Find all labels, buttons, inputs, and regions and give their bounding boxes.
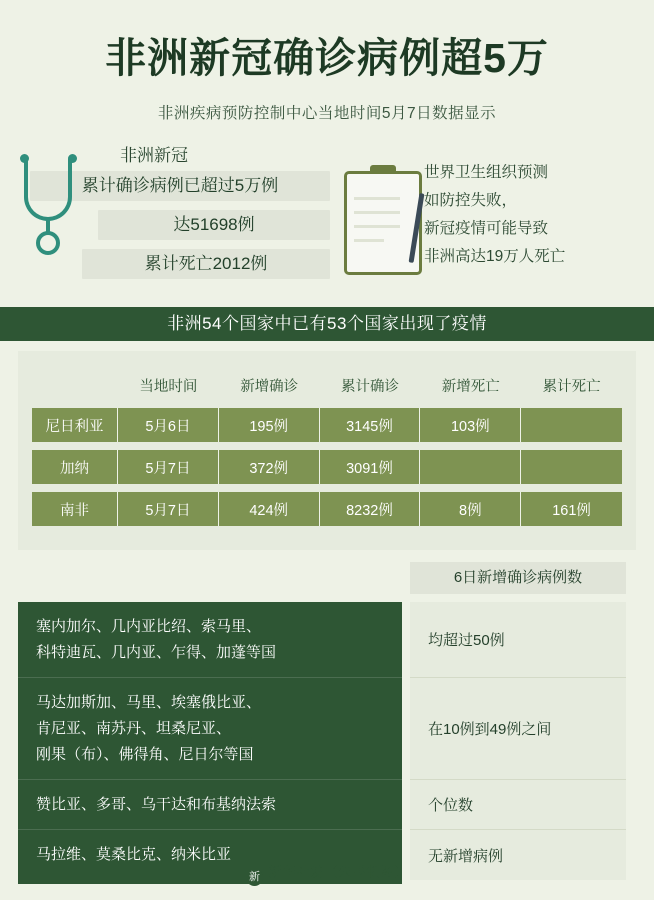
page-title: 非洲新冠确诊病例超5万 [105, 35, 549, 81]
cell-total-cases: 3091例 [320, 450, 421, 484]
group-3-line-1: 赞比亚、多哥、乌干达和布基纳法索 [36, 796, 277, 814]
table-header-local-date: 当地时间 [139, 379, 198, 396]
country-table [32, 367, 622, 534]
country-groups-column [18, 562, 402, 884]
clipboard-icon [318, 163, 438, 283]
group-1-value: 均超过50例 [410, 602, 626, 678]
cell-country: 尼日利亚 [32, 408, 118, 442]
cell-new-deaths: 103例 [420, 408, 521, 442]
table-row [32, 450, 622, 484]
cell-total-deaths [521, 450, 622, 484]
stat-bar-death-count: 累计死亡2012例 [82, 249, 330, 279]
group-2-line-2: 肯尼亚、南苏丹、坦桑尼亚、 [36, 720, 232, 738]
cell-new-cases: 372例 [219, 450, 320, 484]
new-cases-header: 6日新增确诊病例数 [410, 562, 626, 594]
cell-new-deaths [420, 450, 521, 484]
who-line-4: 非洲高达19万人死亡 [424, 248, 566, 266]
group-1-line-2: 科特迪瓦、几内亚、乍得、加蓬等国 [36, 644, 277, 662]
group-3-value: 个位数 [410, 780, 626, 830]
table-header-total-deaths: 累计死亡 [542, 379, 601, 396]
who-line-3: 新冠疫情可能导致 [424, 220, 549, 238]
table-header-new-deaths: 新增死亡 [441, 379, 500, 396]
country-count-banner: 非洲54个国家中已有53个国家出现了疫情 [0, 307, 654, 341]
cell-total-cases: 8232例 [320, 492, 421, 526]
who-forecast-note [424, 159, 634, 271]
cell-local-date: 5月7日 [118, 450, 219, 484]
page-subtitle: 非洲疾病预防控制中心当地时间5月7日数据显示 [157, 105, 497, 123]
table-row [32, 408, 622, 442]
table-header-new-cases: 新增确诊 [240, 379, 299, 396]
footer-text: 新华社发（朱禹制图） [268, 864, 408, 880]
new-cases-column [410, 562, 626, 884]
table-header-row [32, 375, 622, 400]
country-group-1 [18, 602, 402, 678]
group-2-value: 在10例到49例之间 [410, 678, 626, 780]
cell-local-date: 5月6日 [118, 408, 219, 442]
grouped-countries-section [18, 562, 636, 884]
stats-section [18, 141, 636, 301]
who-line-2: 如防控失败， [424, 192, 518, 210]
xinhua-logo-icon: 新 [246, 869, 263, 886]
group-4-value: 无新增病例 [428, 847, 504, 865]
stats-lead-label: 非洲新冠 [120, 146, 188, 166]
cell-country: 加纳 [32, 450, 118, 484]
cell-total-cases: 3145例 [320, 408, 421, 442]
cell-new-cases: 424例 [219, 492, 320, 526]
country-group-2 [18, 678, 402, 780]
cell-total-deaths [521, 408, 622, 442]
cell-new-deaths: 8例 [420, 492, 521, 526]
table-header-country [32, 375, 118, 400]
stat-bar-case-count: 达51698例 [98, 210, 330, 240]
table-row [32, 492, 622, 526]
cell-local-date: 5月7日 [118, 492, 219, 526]
group-2-line-3: 刚果（布）、佛得角、尼日尔等国 [36, 746, 254, 764]
group-4-line-1: 马拉维、莫桑比克、纳米比亚 [36, 846, 232, 864]
cell-country: 南非 [32, 492, 118, 526]
group-2-line-1: 马达加斯加、马里、埃塞俄比亚、 [36, 694, 262, 712]
group-1-line-1: 塞内加尔、几内亚比绍、索马里、 [36, 618, 262, 636]
who-line-1: 世界卫生组织预测 [424, 164, 549, 182]
country-groups-panel [18, 602, 402, 884]
new-cases-values-panel [410, 602, 626, 880]
table-header-total-cases: 累计确诊 [340, 379, 399, 396]
stethoscope-icon [18, 159, 88, 251]
country-group-3 [18, 780, 402, 830]
cell-new-cases: 195例 [219, 408, 320, 442]
stat-bar-total-cases: 累计确诊病例已超过5万例 [30, 171, 330, 201]
country-table-container [18, 351, 636, 550]
footer-credit [0, 862, 654, 886]
cell-total-deaths: 161例 [521, 492, 622, 526]
